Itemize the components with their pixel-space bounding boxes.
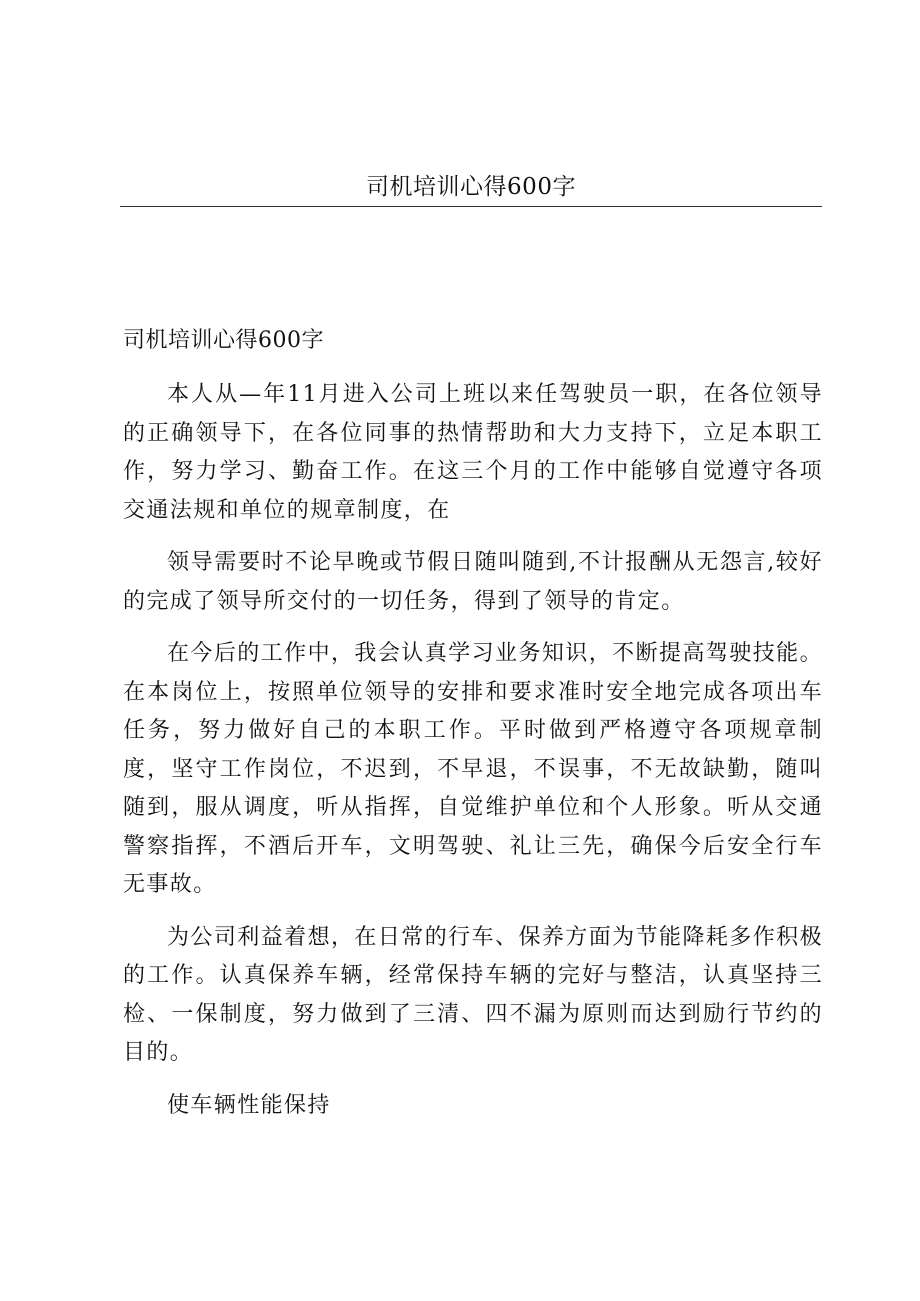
paragraph: 本人从—年11月进入公司上班以来任驾驶员一职，在各位领导的正确领导下，在各位同事的热情帮助和大力支持下，立足本职工作，努力学习、勤奋工作。在这三个月的工作中能够自觉遵守各项交通法规和单位的规章制度，在 (123, 382, 823, 523)
document-subtitle: 司机培训心得600字 (123, 328, 324, 353)
paragraph: 为公司利益着想，在日常的行车、保养方面为节能降耗多作积极的工作。认真保养车辆，经常保持车辆的完好与整洁，认真坚持三检、一保制度，努力做到了三清、四不漏为原则而达到励行节约的目的。 (123, 924, 823, 1065)
paragraph: 领导需要时不论早晚或节假日随叫随到,不计报酬从无怨言,较好的完成了领导所交付的一切任务，得到了领导的肯定。 (123, 550, 823, 614)
paragraph: 在今后的工作中，我会认真学习业务知识，不断提高驾驶技能。在本岗位上，按照单位领导的安排和要求准时安全地完成各项出车任务，努力做好自己的本职工作。平时做到严格遵守各项规章制度，坚守工作岗位，不迟到，不早退，不误事，不无故缺勤，随叫随到，服从调度，听从指挥，自觉维护单位和个人形象。听从交通警察指挥，不酒后开车，文明驾驶、礼让三先，确保今后安全行车无事故。 (123, 641, 823, 897)
document-body (123, 322, 823, 1125)
page-header-title: 司机培训心得600字 (366, 174, 576, 200)
header-divider (120, 206, 822, 207)
paragraph: 使车辆性能保持 (167, 1092, 331, 1118)
